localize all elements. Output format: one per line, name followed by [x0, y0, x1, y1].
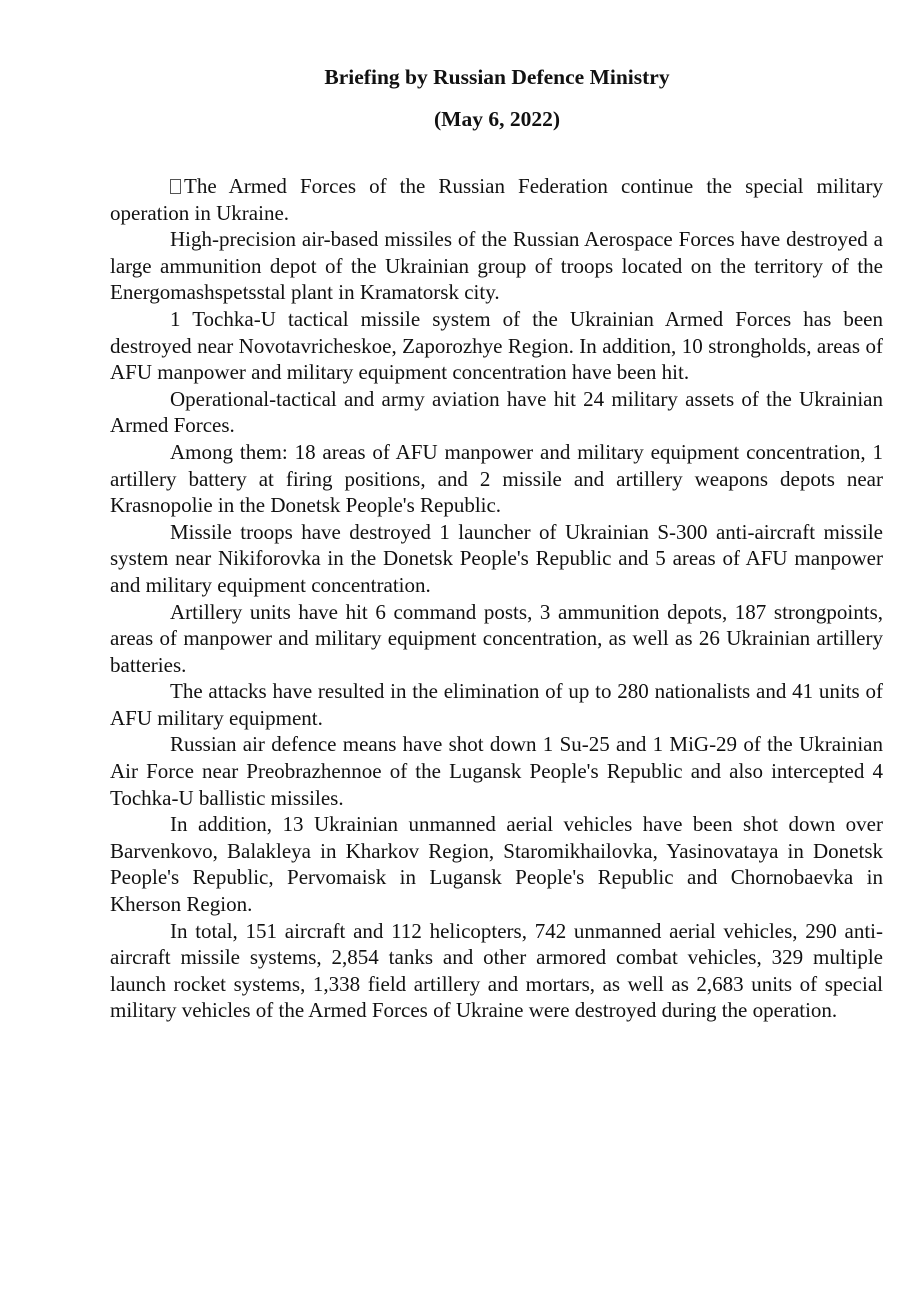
document-date: (May 6, 2022) — [434, 107, 560, 131]
paragraph: Among them: 18 areas of AFU manpower and military equipment concentration, 1 artillery battery at firing positions, and 2 missile and artillery weapons depots near Krasnopolie in the Donetsk People's Republic. — [110, 439, 883, 518]
paragraph: In total, 151 aircraft and 112 helicopters, 742 unmanned aerial vehicles, 290 anti-aircraft missile systems, 2,854 tanks and other armored combat vehicles, 329 multiple launch rocket systems, 1,338 field artillery and mortars, as well as 2,683 units of special military vehicles of the Armed Forces of Ukraine were destroyed during the operation. — [110, 918, 883, 1023]
paragraph: 1 Tochka-U tactical missile system of the Ukrainian Armed Forces has been destroyed near Novotavricheskoe, Zaporozhye Region. In addition, 10 strongholds, areas of AFU manpower and military equipment concentration have been hit. — [110, 306, 883, 385]
paragraph: In addition, 13 Ukrainian unmanned aerial vehicles have been shot down over Barvenkovo, Balakleya in Kharkov Region, Staromikhailovka, Yasinovataya in Donetsk People's Republic, Pervomaisk in Lugansk People's Republic and Chornobaevka in Kherson Region. — [110, 812, 883, 917]
paragraph-text: The Armed Forces of the Russian Federation continue the special military operation in Ukraine. — [110, 174, 883, 225]
document-body — [110, 173, 883, 1024]
paragraph: Missile troops have destroyed 1 launcher of Ukrainian S-300 anti-aircraft missile system near Nikiforovka in the Donetsk People's Republic and 5 areas of AFU manpower and military equipment concentration. — [110, 519, 883, 597]
paragraph: The attacks have resulted in the elimination of up to 280 nationalists and 41 units of AFU military equipment. — [110, 679, 883, 730]
paragraph: Operational-tactical and army aviation have hit 24 military assets of the Ukrainian Armed Forces. — [110, 386, 883, 438]
paragraph: Artillery units have hit 6 command posts, 3 ammunition depots, 187 strongpoints, areas of manpower and military equipment concentration, as well as 26 Ukrainian artillery batteries. — [110, 599, 883, 677]
paragraph: High-precision air-based missiles of the Russian Aerospace Forces have destroyed a large ammunition depot of the Ukrainian group of troops located on the territory of the Energomashspetsstal plant in Kramatorsk city. — [110, 227, 883, 305]
paragraph — [110, 173, 883, 226]
paragraph: Russian air defence means have shot down 1 Su-25 and 1 MiG-29 of the Ukrainian Air Force near Preobrazhennoe of the Lugansk People's Republic and also intercepted 4 Tochka-U ballistic missiles. — [110, 732, 883, 810]
document-title: Briefing by Russian Defence Ministry — [324, 65, 670, 89]
missing-glyph-icon — [170, 179, 181, 194]
